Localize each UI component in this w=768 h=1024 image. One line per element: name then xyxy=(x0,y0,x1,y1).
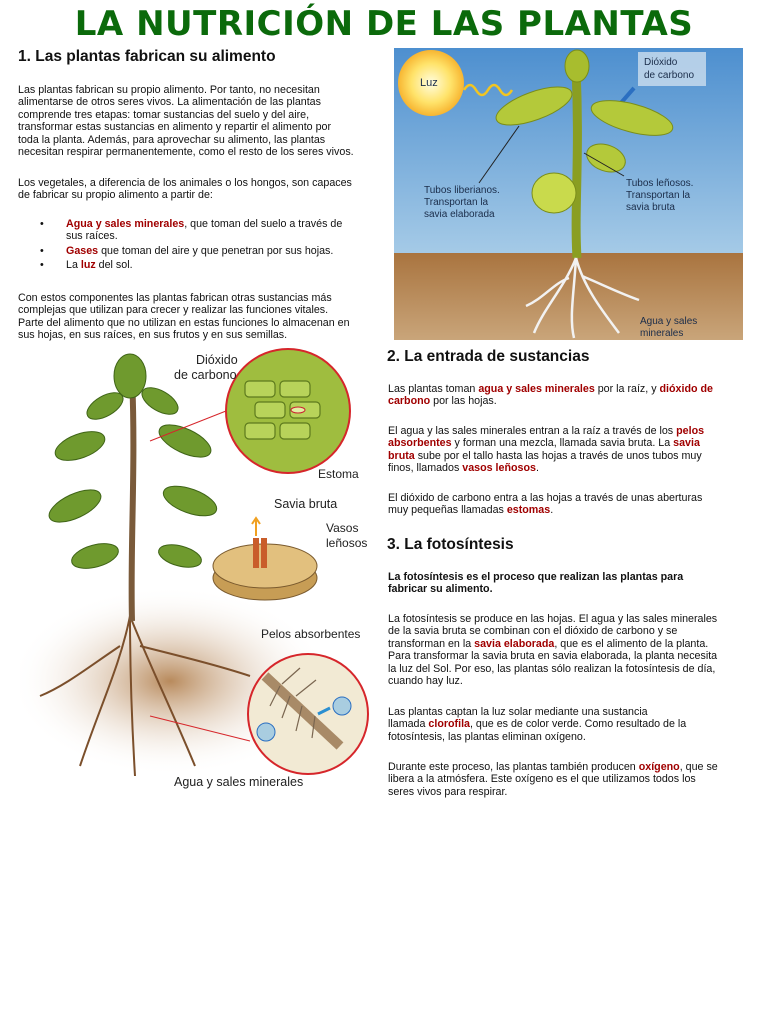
plant-stem xyxy=(576,68,577,258)
co2-label-line-1: Dióxido xyxy=(196,353,238,367)
section-1-heading: 1. Las plantas fabrican su alimento xyxy=(18,48,276,65)
xylem-vessel xyxy=(253,538,259,568)
xylem-label-line-1: Vasos xyxy=(326,521,359,535)
section-3-heading: 3. La fotosíntesis xyxy=(387,536,514,553)
xylem-label-line-2: Transportan la xyxy=(626,190,691,201)
co2-label-line-1: Dióxido xyxy=(644,57,678,68)
co2-label-line-2: de carbono xyxy=(644,70,695,81)
stoma-icon xyxy=(291,407,305,413)
water-droplet xyxy=(257,723,275,741)
co2-label-line-2: de carbono xyxy=(174,368,237,382)
up-arrow-icon xyxy=(252,518,260,536)
stoma-label: Estoma xyxy=(318,467,359,481)
water-label-line-2: minerales xyxy=(640,328,684,339)
stomata-detail xyxy=(226,349,350,473)
water-label-line-1: Agua y sales xyxy=(640,316,698,327)
light-label: Luz xyxy=(420,77,438,89)
water-minerals-label: Agua y sales minerales xyxy=(174,775,304,789)
tree-trunk xyxy=(132,376,134,621)
page-title: LA NUTRICIÓN DE LAS PLANTAS xyxy=(74,4,694,44)
section-2-heading: 2. La entrada de sustancias xyxy=(387,348,590,365)
section-1-paragraph-2: Los vegetales, a diferencia de los animales o los hongos, son capaces de fabricar su propio alimento a partir de: xyxy=(18,177,352,202)
section-2-paragraph-3: El dióxido de carbono entra a las hojas a través de unas aberturas muy pequeñas llamadas estomas. xyxy=(388,492,703,517)
section-3-paragraph-3: Durante este proceso, las plantas también producen oxígeno, que se libera a la atmósfera. Este oxígeno es el que utilizamos todos los seres vivos para respirar. xyxy=(388,761,718,798)
root-hairs-label: Pelos absorbentes xyxy=(261,627,361,641)
phloem-label-line-1: Tubos liberianos. xyxy=(424,185,500,196)
list-item: • Gases que toman del aire y que penetran por sus hojas. xyxy=(40,244,334,257)
phloem-label-line-3: savia elaborada xyxy=(424,209,495,220)
list-item: • La luz del sol. xyxy=(40,259,133,272)
xylem-vessel xyxy=(261,538,267,568)
phloem-label-line-2: Transportan la xyxy=(424,197,489,208)
section-3-paragraph-2: Las plantas captan la luz solar mediante una sustancia llamada clorofila, que es de color verde. Como resultado de la fotosíntesis, las plantas eliminan oxígeno. xyxy=(388,706,687,743)
section-3-paragraph-1: La fotosíntesis se produce en las hojas. El agua y las sales minerales de la savia bruta se combinan con el dióxido de carbono y se transforman en la savia elaborada, que es el alimento de la planta. Para transformar la savia bruta en savia elaborada, la planta necesita la luz del Sol. Por eso, las plantas sólo realizan la fotosíntesis de día, cuando hay luz. xyxy=(388,613,718,688)
xylem-label-line-1: Tubos leñosos. xyxy=(626,178,694,189)
plant-absorption-figure xyxy=(20,346,372,798)
raw-sap-label: Savia bruta xyxy=(274,497,338,511)
section-1-paragraph-3: Con estos componentes las plantas fabrican otras sustancias más complejas que utilizan para crecer y realizar las funciones vitales. Parte del alimento que no utilizan en estas funciones lo almacenan en sus hojas, en sus raíces, en sus frutos y en sus semillas. xyxy=(18,292,350,342)
xylem-label-line-2: leñosos xyxy=(326,536,368,550)
leaf xyxy=(532,173,576,213)
leaf-cells xyxy=(245,381,320,439)
section-3-lead: La fotosíntesis es el proceso que realizan las plantas para fabricar su alimento. xyxy=(388,571,684,596)
section-1-paragraph-1: Las plantas fabrican su propio alimento. Por tanto, no necesitan alimentarse de otros seres vivos. La alimentación de las plantas comprende tres etapas: tomar sustancias del suelo y del aire, transformar estas sustancias en alimento y repartir el alimento por toda la planta. Además, para aprovechar su alimento, las plantas necesitan respirar permanentemente, como el resto de los seres vivos. xyxy=(18,84,354,159)
photosynthesis-plant-figure xyxy=(394,48,743,340)
ingredients-list xyxy=(18,218,368,274)
water-droplet xyxy=(333,697,351,715)
section-2-paragraph-1: Las plantas toman agua y sales minerales por la raíz, y dióxido de carbono por las hojas. xyxy=(388,383,713,408)
list-item: • Agua y sales minerales, que toman del suelo a través de sus raíces. xyxy=(40,218,343,243)
leaf xyxy=(565,50,589,82)
xylem-label-line-3: savia bruta xyxy=(626,202,675,213)
section-2-paragraph-2: El agua y las sales minerales entran a la raíz a través de los pelos absorbentes y forman una mezcla, llamada savia bruta. La savia bruta sube por el tallo hasta las hojas a través de unos tubos muy finos, llamados vasos leñosos. xyxy=(388,425,705,475)
